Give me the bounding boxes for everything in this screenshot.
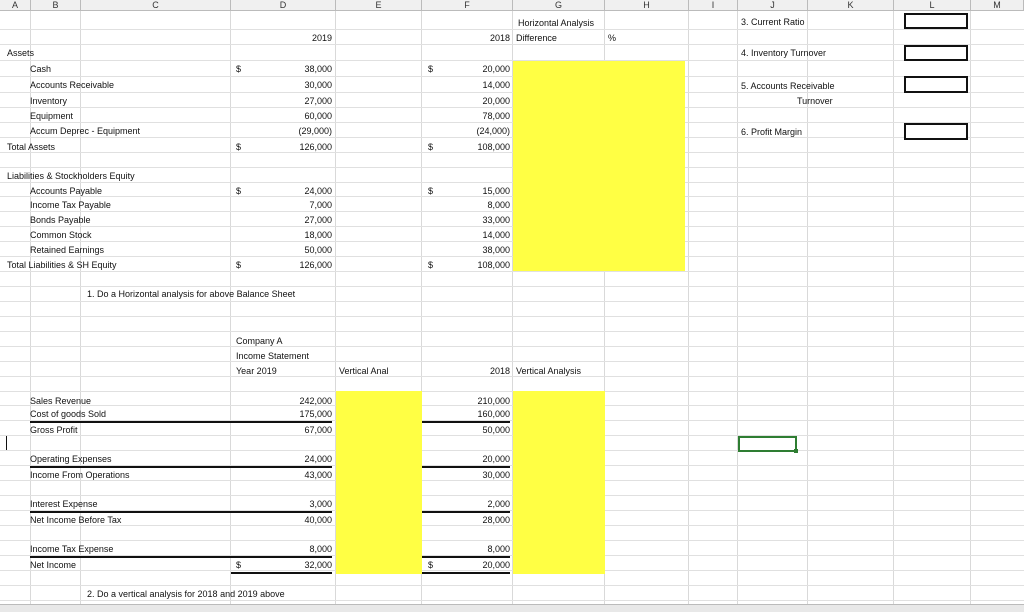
income-ops-2019: 43,000: [304, 470, 332, 480]
col-header-i[interactable]: I: [689, 0, 738, 11]
subtotal-rule: [30, 466, 332, 468]
selected-cell[interactable]: [738, 436, 797, 452]
row-cursor-mark: [6, 436, 7, 450]
highlight-horizontal-analysis[interactable]: [513, 61, 685, 271]
col-header-c[interactable]: C: [81, 0, 231, 11]
current-ratio-answer-box[interactable]: [904, 13, 968, 29]
total-liabilities-label: Total Liabilities & SH Equity: [7, 260, 117, 270]
gridline: [688, 11, 689, 604]
col-header-f[interactable]: F: [422, 0, 513, 11]
inventory-turnover-label: 4. Inventory Turnover: [741, 48, 827, 58]
gross-profit-2019: 67,000: [304, 425, 332, 435]
year-2018-is-header: 2018: [489, 366, 510, 376]
row-gridline: [0, 137, 1024, 138]
row-gridline: [0, 405, 1024, 406]
row-gridline: [0, 525, 1024, 526]
tax-2018: 8,000: [487, 544, 510, 554]
ar-turnover-label: 5. Accounts Receivable: [741, 81, 835, 91]
liability-label: Accounts Payable: [30, 186, 103, 196]
value-2018: 20,000: [482, 64, 510, 74]
profit-margin-answer-box[interactable]: [904, 123, 968, 140]
currency-symbol: $: [236, 560, 242, 570]
total-assets-2019: 126,000: [299, 142, 332, 152]
nibt-2019: 40,000: [304, 515, 332, 525]
income-ops-2018: 30,000: [482, 470, 510, 480]
row-gridline: [0, 122, 1024, 123]
total-liabilities-2019: 126,000: [299, 260, 332, 270]
currency-symbol: $: [428, 560, 434, 570]
value-2018: 20,000: [482, 96, 510, 106]
highlight-vertical-2019[interactable]: [336, 391, 422, 574]
row-gridline: [0, 435, 1024, 436]
tax-2019: 8,000: [309, 544, 332, 554]
liability-label: Common Stock: [30, 230, 92, 240]
gridline: [737, 11, 738, 604]
asset-label: Inventory: [30, 96, 68, 106]
assets-label: Assets: [7, 48, 35, 58]
interest-2018: 2,000: [487, 499, 510, 509]
currency-symbol: $: [236, 64, 242, 74]
value-2019: 27,000: [304, 215, 332, 225]
year-2018-header: 2018: [489, 33, 510, 43]
currency-symbol: $: [236, 260, 242, 270]
cogs-2018: 160,000: [477, 409, 510, 419]
subtotal-rule: [422, 466, 510, 468]
col-header-m[interactable]: M: [971, 0, 1024, 11]
value-2018: 38,000: [482, 245, 510, 255]
vertical-analysis-header: Vertical Analysis: [516, 366, 582, 376]
value-2019: 27,000: [304, 96, 332, 106]
row-gridline: [0, 540, 1024, 541]
subtotal-rule: [422, 556, 510, 558]
total-rule: [231, 572, 332, 574]
col-header-g[interactable]: G: [513, 0, 605, 11]
total-rule: [422, 572, 510, 574]
total-assets-2018: 108,000: [477, 142, 510, 152]
col-header-a[interactable]: A: [0, 0, 31, 11]
ar-turnover-answer-box[interactable]: [904, 76, 968, 93]
row-gridline: [0, 241, 1024, 242]
instruction-vertical: 2. Do a vertical analysis for 2018 and 2019 above: [87, 589, 285, 599]
row-gridline: [0, 361, 1024, 362]
subtotal-rule: [30, 421, 332, 423]
row-gridline: [0, 226, 1024, 227]
subtotal-rule: [30, 556, 332, 558]
row-gridline: [0, 76, 1024, 77]
tax-label: Income Tax Expense: [30, 544, 114, 554]
horizontal-analysis-header: Horizontal Analysis: [518, 18, 595, 28]
asset-label: Cash: [30, 64, 52, 74]
value-2018: 14,000: [482, 80, 510, 90]
value-2019: 18,000: [304, 230, 332, 240]
currency-symbol: $: [428, 64, 434, 74]
subtotal-rule: [422, 421, 510, 423]
currency-symbol: $: [428, 260, 434, 270]
row-gridline: [0, 167, 1024, 168]
sales-2019: 242,000: [299, 396, 332, 406]
row-gridline: [0, 286, 1024, 287]
liability-label: Income Tax Payable: [30, 200, 111, 210]
gridline: [230, 11, 231, 604]
row-gridline: [0, 29, 1024, 30]
row-gridline: [0, 256, 1024, 257]
row-gridline: [0, 450, 1024, 451]
statement-year: Year 2019: [236, 366, 277, 376]
currency-symbol: $: [428, 142, 434, 152]
interest-2019: 3,000: [309, 499, 332, 509]
value-2018: 14,000: [482, 230, 510, 240]
vertical-anal-header: Vertical Anal: [339, 366, 389, 376]
nibt-2018: 28,000: [482, 515, 510, 525]
cogs-label: Cost of goods Sold: [30, 409, 107, 419]
value-2019: (29,000): [298, 126, 332, 136]
statement-title: Income Statement: [236, 351, 310, 361]
current-ratio-label: 3. Current Ratio: [741, 17, 805, 27]
total-assets-label: Total Assets: [7, 142, 56, 152]
row-gridline: [0, 182, 1024, 183]
row-gridline: [0, 480, 1024, 481]
gridline: [970, 11, 971, 604]
row-gridline: [0, 331, 1024, 332]
col-header-d[interactable]: D: [231, 0, 336, 11]
cogs-2019: 175,000: [299, 409, 332, 419]
col-header-b[interactable]: B: [31, 0, 81, 11]
opex-2019: 24,000: [304, 454, 332, 464]
col-header-k[interactable]: K: [808, 0, 894, 11]
row-gridline: [0, 391, 1024, 392]
highlight-vertical-2018[interactable]: [513, 391, 605, 574]
col-header-h[interactable]: H: [605, 0, 689, 11]
row-gridline: [0, 495, 1024, 496]
row-gridline: [0, 196, 1024, 197]
income-ops-label: Income From Operations: [30, 470, 130, 480]
subtotal-rule: [30, 511, 332, 513]
opex-label: Operating Expenses: [30, 454, 112, 464]
percent-header: %: [608, 33, 617, 43]
row-gridline: [0, 44, 1024, 45]
nibt-label: Net Income Before Tax: [30, 515, 122, 525]
sales-2018: 210,000: [477, 396, 510, 406]
profit-margin-label: 6. Profit Margin: [741, 127, 803, 137]
row-gridline: [0, 600, 1024, 601]
asset-label: Accum Deprec - Equipment: [30, 126, 141, 136]
value-2018: 78,000: [482, 111, 510, 121]
value-2019: 50,000: [304, 245, 332, 255]
liability-label: Bonds Payable: [30, 215, 91, 225]
value-2019: 7,000: [309, 200, 332, 210]
net-income-2019: 32,000: [304, 560, 332, 570]
col-header-j[interactable]: J: [738, 0, 808, 11]
inventory-turnover-answer-box[interactable]: [904, 45, 968, 61]
row-gridline: [0, 585, 1024, 586]
net-income-2018: 20,000: [482, 560, 510, 570]
row-gridline: [0, 211, 1024, 212]
liabilities-label: Liabilities & Stockholders Equity: [7, 171, 135, 181]
currency-symbol: $: [236, 186, 242, 196]
net-income-label: Net Income: [30, 560, 77, 570]
year-2019-header: 2019: [311, 33, 332, 43]
gridline: [893, 11, 894, 604]
row-gridline: [0, 152, 1024, 153]
row-gridline: [0, 316, 1024, 317]
subtotal-rule: [422, 511, 510, 513]
row-gridline: [0, 92, 1024, 93]
row-gridline: [0, 301, 1024, 302]
instruction-horizontal: 1. Do a Horizontal analysis for above Balance Sheet: [87, 289, 296, 299]
row-gridline: [0, 376, 1024, 377]
col-header-e[interactable]: E: [336, 0, 422, 11]
value-2019: 30,000: [304, 80, 332, 90]
value-2018: (24,000): [476, 126, 510, 136]
gross-profit-label: Gross Profit: [30, 425, 78, 435]
row-gridline: [0, 107, 1024, 108]
row-gridline: [0, 271, 1024, 272]
liability-label: Retained Earnings: [30, 245, 105, 255]
ar-turnover-label-2: Turnover: [797, 96, 833, 106]
difference-header: Difference: [516, 33, 557, 43]
currency-symbol: $: [236, 142, 242, 152]
opex-2018: 20,000: [482, 454, 510, 464]
sales-label: Sales Revenue: [30, 396, 92, 406]
currency-symbol: $: [428, 186, 434, 196]
row-gridline: [0, 570, 1024, 571]
total-liabilities-2018: 108,000: [477, 260, 510, 270]
value-2019: 60,000: [304, 111, 332, 121]
value-2019: 24,000: [304, 186, 332, 196]
row-gridline: [0, 60, 1024, 61]
value-2018: 15,000: [482, 186, 510, 196]
gross-profit-2018: 50,000: [482, 425, 510, 435]
value-2018: 33,000: [482, 215, 510, 225]
asset-label: Equipment: [30, 111, 74, 121]
row-gridline: [0, 346, 1024, 347]
asset-label: Accounts Receivable: [30, 80, 115, 90]
interest-label: Interest Expense: [30, 499, 98, 509]
value-2018: 8,000: [487, 200, 510, 210]
company-name: Company A: [236, 336, 283, 346]
col-header-l[interactable]: L: [894, 0, 971, 11]
fill-handle[interactable]: [794, 449, 798, 453]
value-2019: 38,000: [304, 64, 332, 74]
